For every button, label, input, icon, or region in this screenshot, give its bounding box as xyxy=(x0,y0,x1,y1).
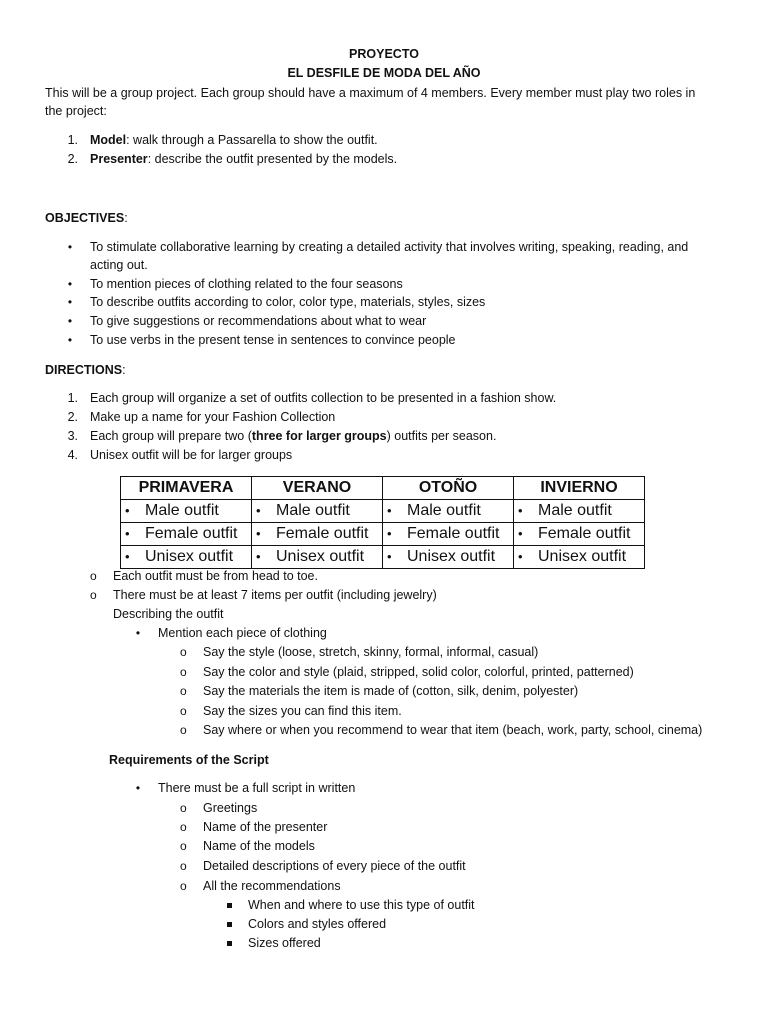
table-header-row xyxy=(121,477,645,500)
table-cell: • Female outfit xyxy=(383,523,514,546)
table-cell: • Female outfit xyxy=(121,523,252,546)
list-item: Mention each piece of clothing xyxy=(158,626,327,640)
list-item: Detailed descriptions of every piece of the outfit xyxy=(203,859,466,873)
list-item: Say the materials the item is made of (cotton, silk, denim, polyester) xyxy=(203,684,579,698)
list-item: To use verbs in the present tense in sentences to convince people xyxy=(90,333,456,347)
circle-marker: o xyxy=(180,684,187,698)
list-item: Say where or when you recommend to wear that item (beach, work, party, school, cinema) xyxy=(203,723,703,737)
bullet-marker: • xyxy=(135,781,141,795)
list-item: There must be at least 7 items per outfit (including jewelry) xyxy=(113,588,437,602)
list-number: 1. xyxy=(67,391,78,405)
list-item: Say the style (loose, stretch, skinny, formal, informal, casual) xyxy=(203,645,539,659)
table-cell: • Unisex outfit xyxy=(383,546,514,569)
table-cell: • Male outfit xyxy=(383,500,514,523)
circle-marker: o xyxy=(180,820,187,834)
intro-line-1: This will be a group project. Each group should have a maximum of 4 members. Every member must play two roles in xyxy=(45,86,696,100)
list-item: Say the color and style (plaid, stripped, solid color, colorful, printed, patterned) xyxy=(203,665,634,679)
table-cell: • Male outfit xyxy=(252,500,383,523)
list-item xyxy=(90,131,378,150)
role-name: Model xyxy=(90,133,127,147)
table-row xyxy=(121,546,645,569)
list-item: Colors and styles offered xyxy=(248,917,387,931)
table-cell: • Unisex outfit xyxy=(121,546,252,569)
circle-marker: o xyxy=(180,645,187,659)
square-bullet-icon xyxy=(227,941,232,946)
column-header: OTOÑO xyxy=(383,477,514,500)
list-item: To give suggestions or recommendations about what to wear xyxy=(90,314,427,328)
doc-title: PROYECTO xyxy=(349,47,419,61)
bullet-marker: • xyxy=(67,295,73,309)
bullet-marker: • xyxy=(67,314,73,328)
role-desc: : walk through a Passarella to show the outfit. xyxy=(126,133,378,147)
doc-subtitle: EL DESFILE DE MODA DEL AÑO xyxy=(287,66,481,80)
table-cell: • Female outfit xyxy=(514,523,645,546)
square-bullet-icon xyxy=(227,922,232,927)
circle-marker: o xyxy=(180,839,187,853)
column-header: VERANO xyxy=(252,477,383,500)
script-heading: Requirements of the Script xyxy=(109,753,269,767)
list-item: To describe outfits according to color, color type, materials, styles, sizes xyxy=(90,295,486,309)
list-item: When and where to use this type of outfit xyxy=(248,898,475,912)
objectives-heading: OBJECTIVES: xyxy=(45,211,128,225)
list-item: Make up a name for your Fashion Collection xyxy=(90,410,336,424)
square-bullet-icon xyxy=(227,903,232,908)
list-item: Each outfit must be from head to toe. xyxy=(113,569,318,583)
directions-heading: DIRECTIONS: xyxy=(45,363,126,377)
circle-marker: o xyxy=(180,723,187,737)
list-item: Each group will organize a set of outfits collection to be presented in a fashion show. xyxy=(90,391,557,405)
table-cell: • Male outfit xyxy=(514,500,645,523)
intro-line-2: the project: xyxy=(45,104,107,118)
list-item xyxy=(90,150,397,169)
circle-marker: o xyxy=(180,665,187,679)
table-row xyxy=(121,500,645,523)
list-item: To stimulate collaborative learning by creating a detailed activity that involves writing, speaking, reading, and xyxy=(90,240,689,254)
list-item: All the recommendations xyxy=(203,879,341,893)
list-item: Name of the models xyxy=(203,839,315,853)
list-number: 1. xyxy=(67,133,78,147)
column-header: PRIMAVERA xyxy=(121,477,252,500)
list-number: 2. xyxy=(67,152,78,166)
list-item-continuation: acting out. xyxy=(90,258,148,272)
list-item: Say the sizes you can find this item. xyxy=(203,704,402,718)
list-item: There must be a full script in written xyxy=(158,781,356,795)
table-cell: • Female outfit xyxy=(252,523,383,546)
role-desc: : describe the outfit presented by the models. xyxy=(147,152,398,166)
table-cell: • Unisex outfit xyxy=(252,546,383,569)
describing-heading: Describing the outfit xyxy=(113,607,224,621)
table-cell: • Male outfit xyxy=(121,500,252,523)
list-number: 2. xyxy=(67,410,78,424)
circle-marker: o xyxy=(90,569,97,583)
bullet-marker: • xyxy=(67,333,73,347)
list-item: Each group will prepare two (three for larger groups) outfits per season. xyxy=(90,429,497,443)
circle-marker: o xyxy=(180,704,187,718)
bullet-marker: • xyxy=(67,240,73,254)
list-item: Sizes offered xyxy=(248,936,321,950)
circle-marker: o xyxy=(180,859,187,873)
bullet-marker: • xyxy=(67,277,73,291)
list-number: 4. xyxy=(67,448,78,462)
list-item: Unisex outfit will be for larger groups xyxy=(90,448,293,462)
table-row xyxy=(121,523,645,546)
role-name: Presenter xyxy=(90,152,148,166)
list-item: To mention pieces of clothing related to the four seasons xyxy=(90,277,403,291)
list-item: Greetings xyxy=(203,801,258,815)
circle-marker: o xyxy=(90,588,97,602)
list-item: Name of the presenter xyxy=(203,820,328,834)
column-header: INVIERNO xyxy=(514,477,645,500)
table-cell: • Unisex outfit xyxy=(514,546,645,569)
circle-marker: o xyxy=(180,879,187,893)
seasons-table xyxy=(120,476,645,569)
circle-marker: o xyxy=(180,801,187,815)
list-number: 3. xyxy=(67,429,78,443)
bullet-marker: • xyxy=(135,626,141,640)
